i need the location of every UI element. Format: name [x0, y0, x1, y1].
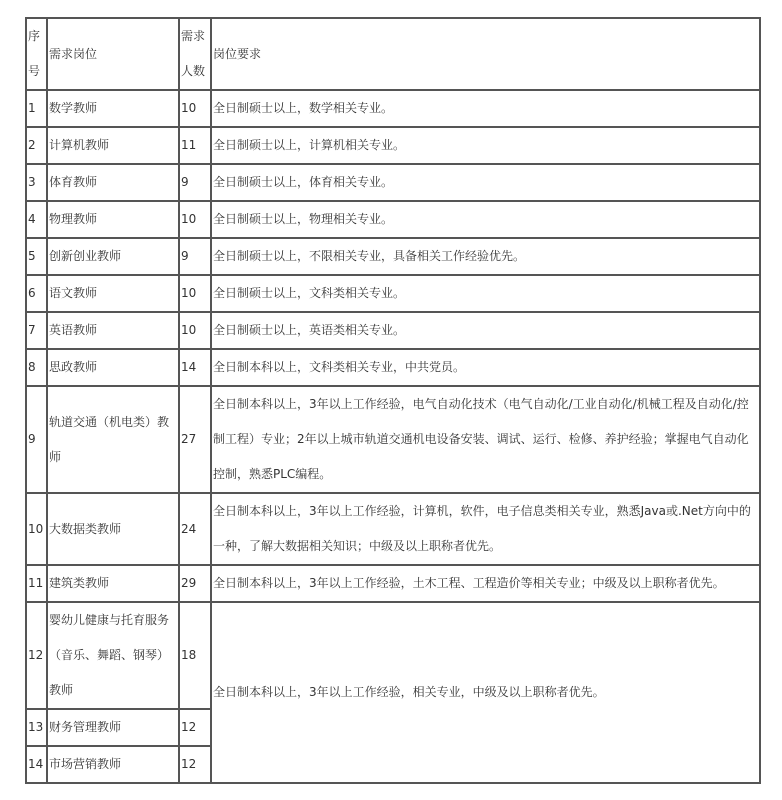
cell-requirement: 全日制本科以上，3年以上工作经验，计算机，软件，电子信息类相关专业，熟悉Java或.Net方向中的一种，了解大数据相关知识；中级及以上职称者优先。: [211, 493, 760, 565]
cell-count: 10: [179, 90, 211, 127]
header-index: 序号: [26, 18, 47, 90]
cell-count: 11: [179, 127, 211, 164]
cell-requirement: 全日制硕士以上，计算机相关专业。: [211, 127, 760, 164]
cell-count: 24: [179, 493, 211, 565]
cell-index: 14: [26, 746, 47, 783]
cell-position: 语文教师: [47, 275, 179, 312]
cell-count: 12: [179, 746, 211, 783]
cell-count: 9: [179, 238, 211, 275]
cell-count: 10: [179, 201, 211, 238]
cell-requirement: 全日制硕士以上，不限相关专业，具备相关工作经验优先。: [211, 238, 760, 275]
cell-requirement: 全日制本科以上，3年以上工作经验，电气自动化技术（电气自动化/工业自动化/机械工程及自动化/控制工程）专业；2年以上城市轨道交通机电设备安装、调试、运行、检修、养护经验；掌握电气自动化控制，熟悉PLC编程。: [211, 386, 760, 493]
cell-index: 5: [26, 238, 47, 275]
cell-count: 14: [179, 349, 211, 386]
cell-requirement: 全日制本科以上，3年以上工作经验，相关专业，中级及以上职称者优先。: [211, 602, 760, 783]
cell-index: 10: [26, 493, 47, 565]
cell-index: 7: [26, 312, 47, 349]
cell-index: 8: [26, 349, 47, 386]
cell-count: 18: [179, 602, 211, 709]
cell-count: 10: [179, 275, 211, 312]
cell-index: 13: [26, 709, 47, 746]
cell-position: 建筑类教师: [47, 565, 179, 602]
cell-position: 创新创业教师: [47, 238, 179, 275]
table-row: [26, 275, 760, 312]
cell-index: 2: [26, 127, 47, 164]
cell-index: 9: [26, 386, 47, 493]
cell-count: 12: [179, 709, 211, 746]
cell-count: 9: [179, 164, 211, 201]
table-row: [26, 602, 760, 709]
cell-index: 3: [26, 164, 47, 201]
table-row: [26, 238, 760, 275]
table-row: [26, 349, 760, 386]
recruitment-table: [25, 17, 761, 784]
table-row: [26, 90, 760, 127]
table-row: [26, 201, 760, 238]
cell-count: 27: [179, 386, 211, 493]
cell-count: 29: [179, 565, 211, 602]
table-header-row: [26, 18, 760, 90]
table-row: [26, 164, 760, 201]
cell-position: 财务管理教师: [47, 709, 179, 746]
cell-index: 6: [26, 275, 47, 312]
header-requirement: 岗位要求: [211, 18, 760, 90]
table-row: [26, 565, 760, 602]
cell-requirement: 全日制本科以上，3年以上工作经验，土木工程、工程造价等相关专业；中级及以上职称者优先。: [211, 565, 760, 602]
table-row: [26, 386, 760, 493]
cell-position: 思政教师: [47, 349, 179, 386]
cell-position: 大数据类教师: [47, 493, 179, 565]
cell-position: 体育教师: [47, 164, 179, 201]
cell-requirement: 全日制硕士以上，文科类相关专业。: [211, 275, 760, 312]
cell-requirement: 全日制硕士以上，英语类相关专业。: [211, 312, 760, 349]
cell-requirement: 全日制硕士以上，物理相关专业。: [211, 201, 760, 238]
cell-index: 12: [26, 602, 47, 709]
cell-count: 10: [179, 312, 211, 349]
table-row: [26, 127, 760, 164]
cell-position: 市场营销教师: [47, 746, 179, 783]
cell-position: 物理教师: [47, 201, 179, 238]
cell-position: 数学教师: [47, 90, 179, 127]
cell-requirement: 全日制硕士以上，数学相关专业。: [211, 90, 760, 127]
header-count: 需求人数: [179, 18, 211, 90]
header-position: 需求岗位: [47, 18, 179, 90]
cell-position: 轨道交通（机电类）教师: [47, 386, 179, 493]
cell-position: 婴幼儿健康与托育服务（音乐、舞蹈、钢琴）教师: [47, 602, 179, 709]
cell-index: 11: [26, 565, 47, 602]
cell-index: 1: [26, 90, 47, 127]
cell-requirement: 全日制本科以上，文科类相关专业，中共党员。: [211, 349, 760, 386]
table-row: [26, 312, 760, 349]
table-row: [26, 493, 760, 565]
cell-requirement: 全日制硕士以上，体育相关专业。: [211, 164, 760, 201]
cell-position: 英语教师: [47, 312, 179, 349]
cell-position: 计算机教师: [47, 127, 179, 164]
cell-index: 4: [26, 201, 47, 238]
